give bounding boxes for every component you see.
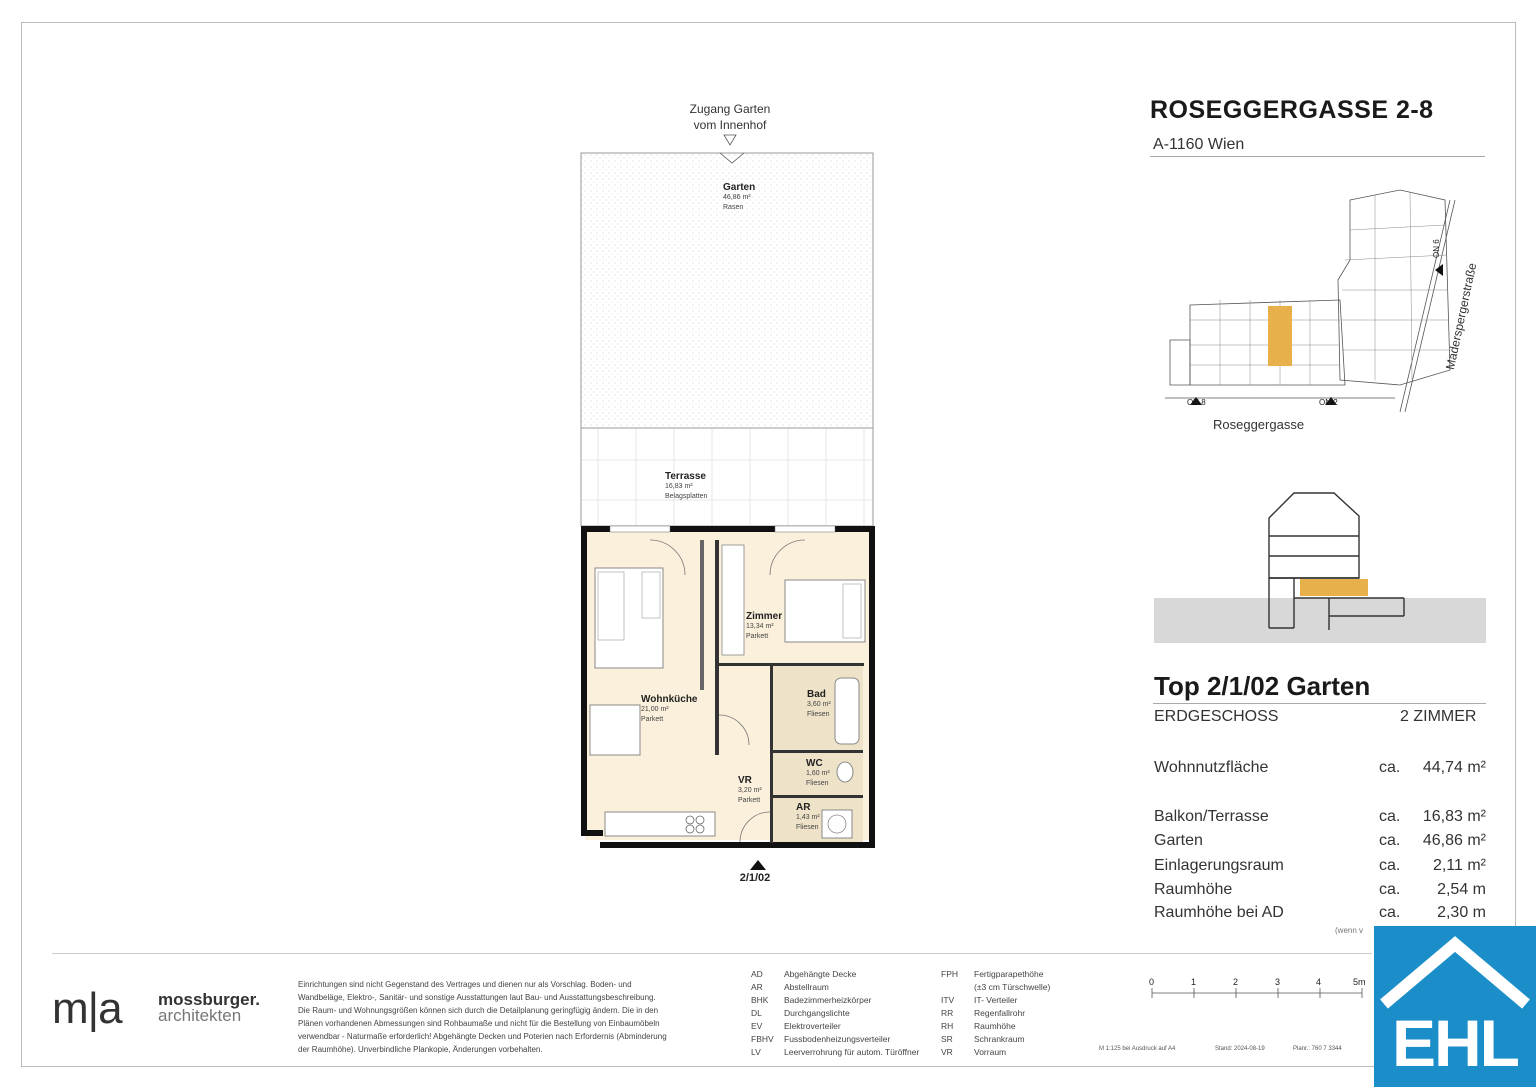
- area-label: Raumhöhe bei AD: [1154, 904, 1284, 921]
- legend-item: FBHV Fussbodenheizungsverteiler: [751, 1034, 891, 1044]
- scale-note: M 1:125 bei Ausdruck auf A4: [1099, 1046, 1176, 1052]
- area-label: Balkon/Terrasse: [1154, 808, 1269, 825]
- legend-item: FPH Fertigparapethöhe: [941, 969, 1044, 979]
- area-value: 2,54 m: [1437, 881, 1486, 898]
- area-ca: ca.: [1379, 832, 1401, 849]
- legend-abbreviations-1: [751, 968, 919, 1059]
- garden-label: [723, 182, 755, 213]
- ar-surface: Fliesen: [796, 824, 819, 831]
- area-label: Wohnnutzfläche: [1154, 759, 1269, 776]
- unit-number-label: 2/1/02: [739, 872, 771, 884]
- ehl-logo: [1374, 926, 1536, 1087]
- room-name: Zimmer: [746, 611, 783, 622]
- street-label-bottom: Roseggergasse: [1213, 417, 1305, 432]
- kitchen-label: [641, 694, 697, 725]
- legend-item: EV Elektroverteiler: [751, 1021, 841, 1031]
- kitchen-name: Wohnküche: [641, 694, 698, 705]
- wc-name: WC: [806, 758, 823, 769]
- area-ca: ca.: [1379, 808, 1401, 825]
- washing-machine: [822, 810, 852, 838]
- disclaimer-line: Wandbeläge, Elektro-, Sanitär- und sonstige Ausstattungen laut Bau- und Ausstattungsbeschreibung.: [298, 993, 656, 1002]
- dining-table: [590, 705, 640, 755]
- terrace-area: [581, 428, 873, 526]
- vr-name: VR: [738, 775, 752, 786]
- scale-bar: [1148, 988, 1373, 1002]
- kitchen-area-value: 21,00 m²: [641, 706, 669, 713]
- wc-label: [806, 758, 830, 789]
- area-value: 16,83 m²: [1422, 808, 1486, 825]
- area-note: (wenn v: [1335, 926, 1364, 935]
- area-label: Raumhöhe: [1154, 881, 1233, 898]
- vr-area-value: 3,20 m²: [738, 787, 762, 794]
- disclaimer-line: der Raumhöhe). Unverbindliche Plankopie, Änderungen vorbehalten.: [298, 1045, 543, 1054]
- access-label-line-2: vom Innenhof: [693, 118, 767, 132]
- terrace-name: Terrasse: [665, 471, 706, 482]
- plan-number: Planr.: 760 7 3344: [1293, 1046, 1342, 1052]
- access-label-line-1: Zugang Garten: [689, 102, 771, 116]
- legend-item: (±3 cm Türschwelle): [974, 982, 1051, 992]
- disclaimer-line: Plänen vorhandenen Abmessungen sind Rohbaumaße und nicht für die Bestellung von Einbaumöbeln: [298, 1019, 660, 1028]
- legend-item: ITV IT- Verteiler: [941, 995, 1018, 1005]
- area-ca: ca.: [1379, 759, 1401, 776]
- room-area-value: 13,34 m²: [746, 623, 774, 630]
- unit-divider: [1153, 703, 1486, 704]
- bath-area-value: 3,60 m²: [807, 701, 831, 708]
- ar-name: AR: [796, 802, 811, 813]
- room-surface: Parkett: [746, 633, 769, 640]
- bathtub: [835, 678, 859, 744]
- floor-plan: [560, 100, 900, 900]
- area-ca: ca.: [1379, 904, 1401, 921]
- entrance-label-2: ON 2: [1319, 398, 1338, 407]
- wc-surface: Fliesen: [806, 780, 829, 787]
- room-label: [746, 611, 782, 642]
- section-unit-highlight: [1300, 579, 1368, 596]
- rooms-label: 2 ZIMMER: [1400, 708, 1477, 725]
- date-note: Stand: 2024-08-19: [1215, 1046, 1265, 1052]
- area-value: 46,86 m²: [1422, 832, 1486, 849]
- garden-access-label: [650, 101, 810, 133]
- bath-label: [807, 689, 831, 720]
- scale-tick: 2: [1233, 977, 1239, 987]
- ar-area-value: 1,43 m²: [796, 814, 820, 821]
- terrace-surface: Belagsplatten: [665, 493, 708, 500]
- scale-tick: 1: [1191, 977, 1197, 987]
- project-address: A-1160 Wien: [1153, 136, 1245, 153]
- disclaimer-line: verwendbar - Naturmaße erforderlich! Abgehängte Decken und Poterien nach Erfordernis (Abminderung: [298, 1032, 667, 1041]
- garden-surface: Rasen: [723, 204, 744, 211]
- bath-surface: Fliesen: [807, 711, 830, 718]
- architect-sub: architekten: [158, 1006, 242, 1025]
- garden-area-value: 46,86 m²: [723, 194, 751, 201]
- section-drawing: [1154, 488, 1486, 643]
- legend-item: SR Schrankraum: [941, 1034, 1025, 1044]
- footer-divider: [52, 953, 1372, 954]
- street-label-right: Maderspergerstraße: [1443, 261, 1480, 371]
- area-value: 2,30 m: [1437, 904, 1486, 921]
- toilet: [837, 762, 853, 782]
- scale-tick: 3: [1275, 977, 1281, 987]
- legend-item: LV Leerverrohrung für autom. Türöffner: [751, 1047, 920, 1057]
- ehl-brand-text: EHL: [1392, 1006, 1518, 1080]
- terrace-label: [665, 471, 707, 502]
- scale-tick: 4: [1316, 977, 1322, 987]
- entrance-label-3: ON 6: [1432, 239, 1441, 258]
- architect-logo-mark: m|a: [52, 984, 122, 1033]
- entrance-marker: [750, 860, 766, 870]
- ar-label: [796, 802, 820, 833]
- area-ca: ca.: [1379, 857, 1401, 874]
- wc-area-value: 1,60 m²: [806, 770, 830, 777]
- legend-item: AD Abgehängte Decke: [751, 969, 857, 979]
- architect-logo-text: [158, 992, 260, 1024]
- legend-item: BHK Badezimmerheizkörper: [751, 995, 872, 1005]
- legend-item: AR Abstellraum: [751, 982, 829, 992]
- terrace-area-value: 16,83 m²: [665, 483, 693, 490]
- area-label: Garten: [1154, 832, 1203, 849]
- area-value: 44,74 m²: [1422, 759, 1486, 776]
- area-ca: ca.: [1379, 881, 1401, 898]
- unit-title: Top 2/1/02 Garten: [1154, 671, 1371, 701]
- entrance-label-1: ON 8: [1187, 398, 1206, 407]
- scale-tick: 5m: [1353, 977, 1366, 987]
- legend-item: RH Raumhöhe: [941, 1021, 1016, 1031]
- legend-item: RR Regenfallrohr: [941, 1008, 1026, 1018]
- floor-label: ERDGESCHOSS: [1154, 708, 1279, 725]
- legend-item: DL Durchgangslichte: [751, 1008, 850, 1018]
- kitchen-surface: Parkett: [641, 716, 664, 723]
- vr-surface: Parkett: [738, 797, 761, 804]
- site-plan: [1160, 180, 1490, 420]
- project-title: ROSEGGERGASSE 2-8: [1150, 96, 1434, 124]
- bath-name: Bad: [807, 689, 826, 700]
- legend-item: VR Vorraum: [941, 1047, 1007, 1057]
- unit-highlight: [1268, 306, 1292, 366]
- area-label: Einlagerungsraum: [1154, 857, 1284, 874]
- area-value: 2,11 m²: [1432, 857, 1486, 874]
- title-divider: [1150, 156, 1485, 157]
- garden-name: Garten: [723, 182, 756, 193]
- architect-name: mossburger.: [158, 990, 261, 1009]
- legend-abbreviations-2: [941, 968, 1050, 1059]
- wardrobe: [722, 545, 744, 655]
- scale-tick: 0: [1149, 977, 1155, 987]
- disclaimer-line: Einrichtungen sind nicht Gegenstand des Vertrages und dienen nur als Vorschlag. Boden- und: [298, 980, 632, 989]
- vr-label: [738, 775, 762, 806]
- disclaimer-line: Die Raum- und Wohnungsgrößen können sich durch die Detailplanung geringfügig ändern. Die in den: [298, 1006, 659, 1015]
- disclaimer: [298, 978, 718, 1056]
